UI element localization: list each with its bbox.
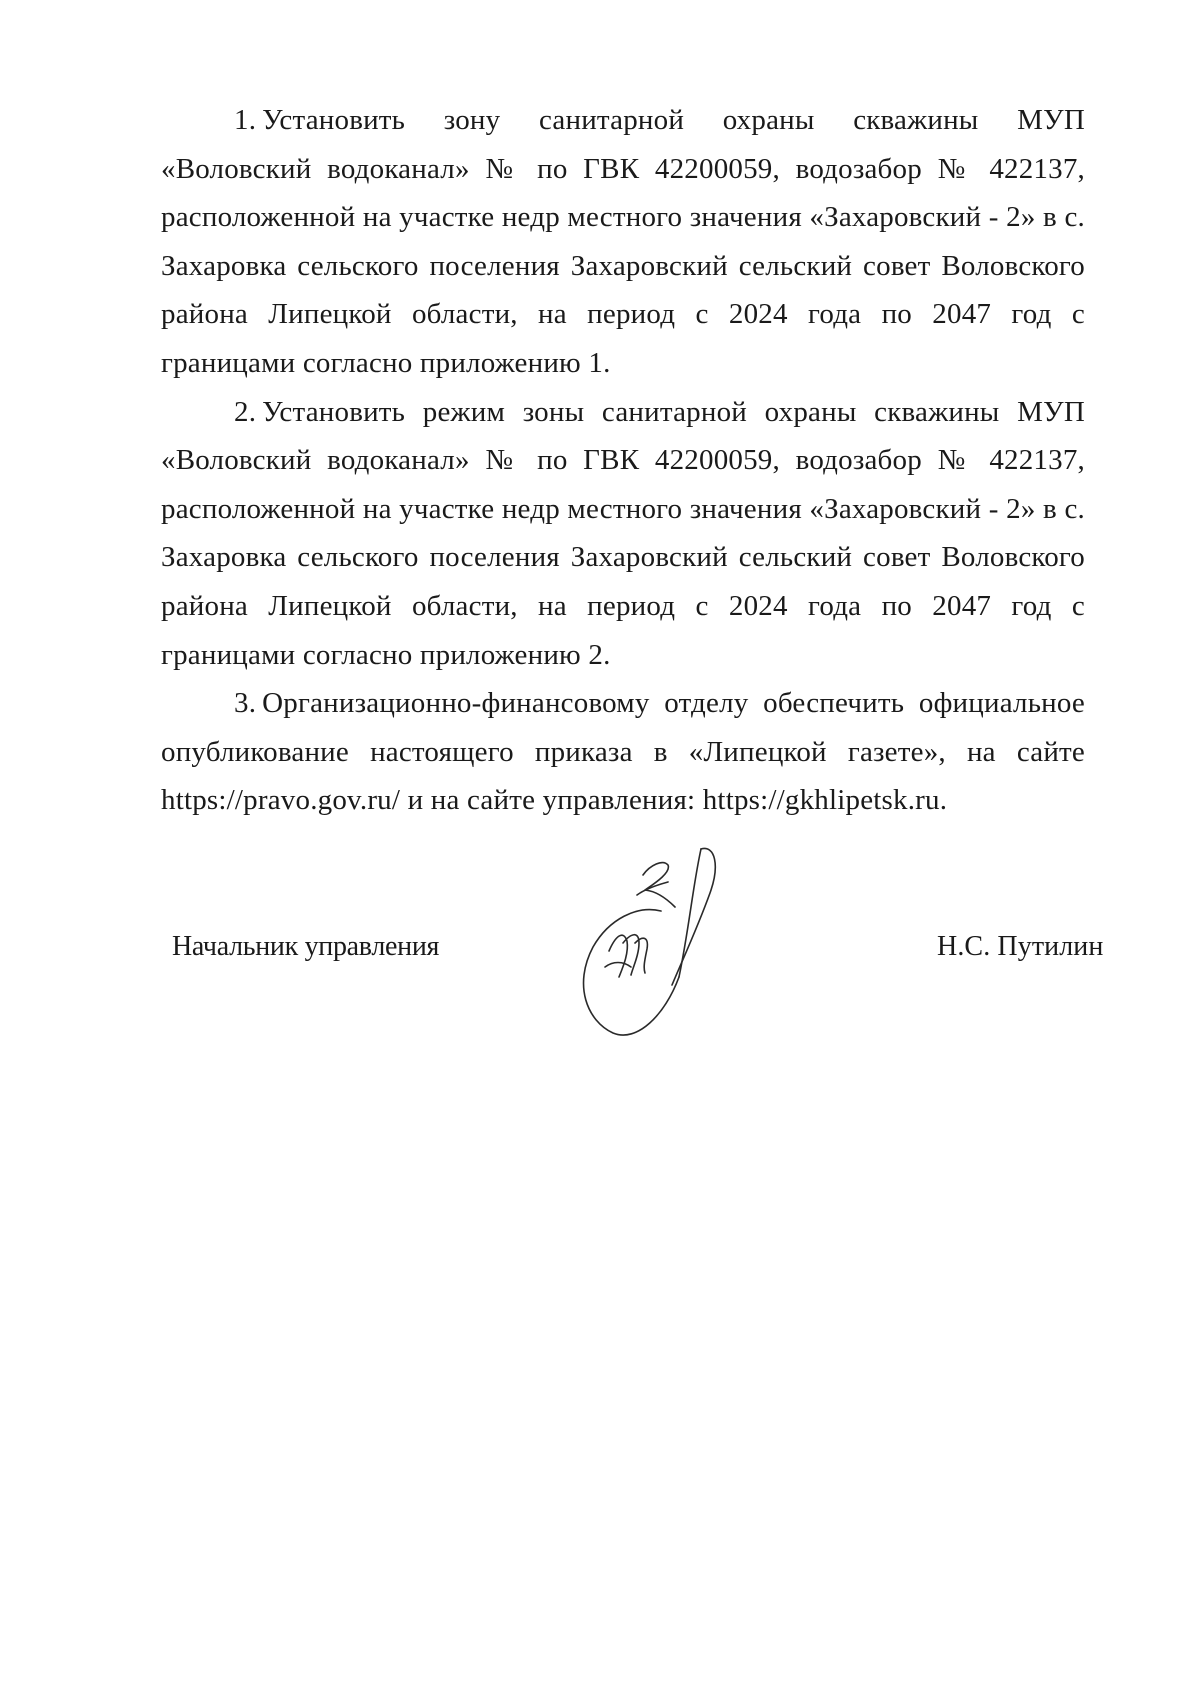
item-number: 2. xyxy=(234,395,257,428)
order-item-2 xyxy=(161,388,1085,680)
item-text: Установить режим зоны санитарной охраны скважины МУП «Воловский водоканал» № по ГВК 42200059, водозабор № 422137, расположенной на участке недр местного значения «Захаровский - 2» в с. Захаровка сельского поселения Захаровский сельский совет Воловского района Липецкой области, на период с 2024 года по 2047 год с границами согласно приложению 2. xyxy=(161,395,1085,671)
signature-block xyxy=(0,845,1200,1085)
item-number: 3. xyxy=(234,687,257,720)
item-text: Организационно-финансовому отделу обеспечить официальное опубликование настоящего приказа в «Липецкой газете», на сайте https://pravo.gov.ru/ и на сайте управления: https://gkhlipetsk.ru. xyxy=(161,687,1085,817)
order-item-3 xyxy=(161,679,1085,825)
handwritten-signature-icon xyxy=(565,845,795,1075)
item-number: 1. xyxy=(234,104,257,136)
signatory-position: Начальник управления xyxy=(172,931,440,962)
order-item-1 xyxy=(161,96,1085,388)
item-text: Установить зону санитарной охраны скважины МУП «Воловский водоканал» № по ГВК 42200059, водозабор № 422137, расположенной на участке недр местного значения «Захаровский - 2» в с. Захаровка сельского поселения Захаровский сельский совет Воловского района Липецкой области, на период с 2024 года по 2047 год с границами согласно приложению 1. xyxy=(161,104,1085,379)
order-body xyxy=(161,96,1085,825)
signatory-name: Н.С. Путилин xyxy=(937,931,1104,962)
